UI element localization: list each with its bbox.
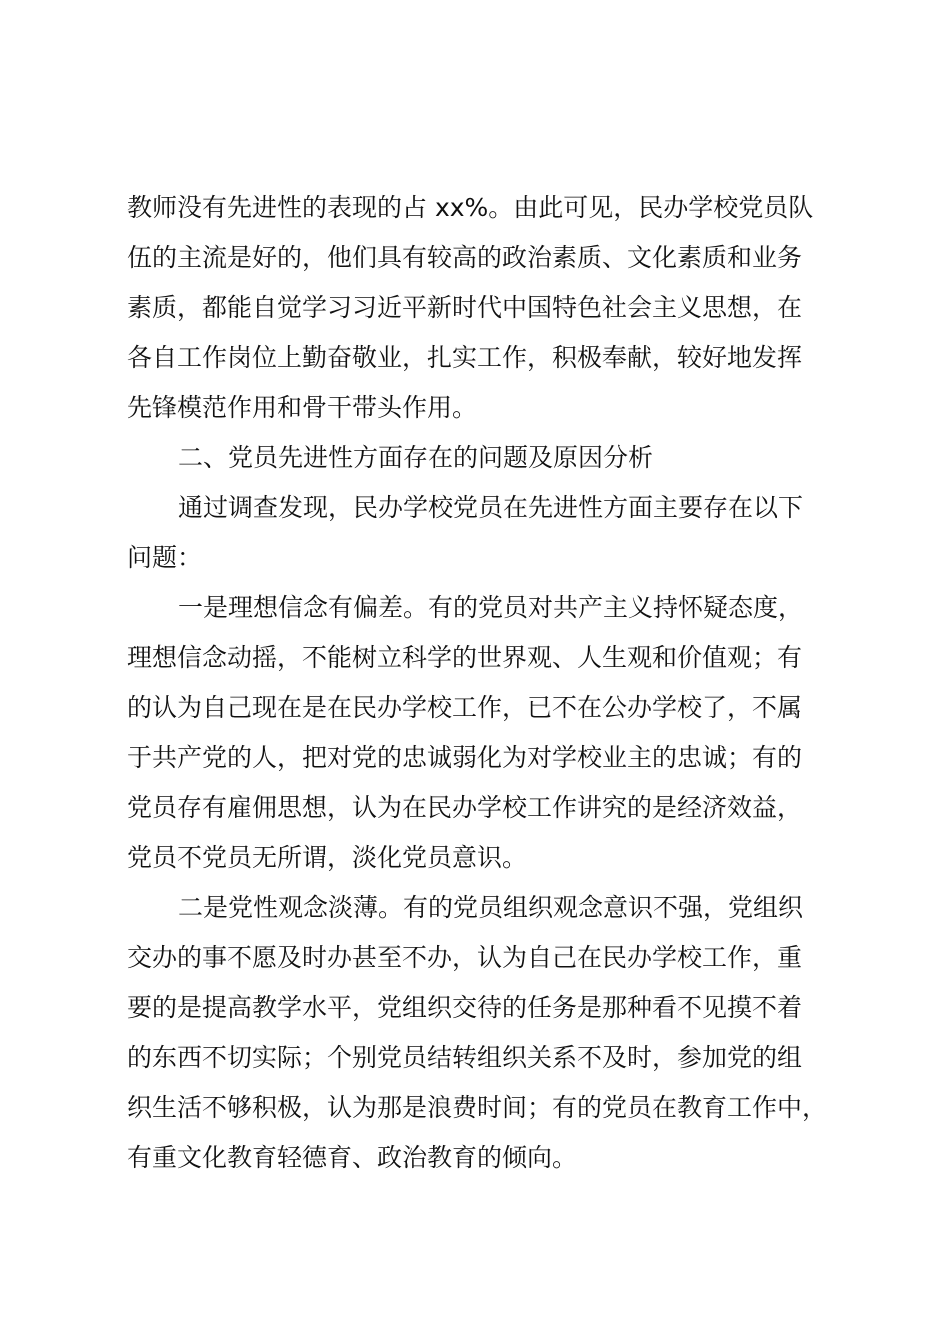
text-line: 的东西不切实际；个别党员结转组织关系不及时，参加党的组 (127, 1043, 803, 1072)
section-heading: 二、党员先进性方面存在的问题及原因分析 (178, 443, 654, 472)
text-line: 教师没有先进性的表现的占 xx%。由此可见，民办学校党员队 (127, 193, 814, 222)
document-body (127, 183, 833, 1183)
text-line: 伍的主流是好的，他们具有较高的政治素质、文化素质和业务 (127, 243, 803, 272)
text-line: 党员存有雇佣思想，认为在民办学校工作讲究的是经济效益， (127, 793, 803, 822)
text-line: 先锋模范作用和骨干带头作用。 (127, 393, 478, 422)
paragraph-first-line: 一是理想信念有偏差。有的党员对共产主义持怀疑态度， (178, 593, 804, 622)
text-line: 的认为自己现在是在民办学校工作，已不在公办学校了，不属 (127, 693, 803, 722)
text-line: 要的是提高教学水平，党组织交待的任务是那种看不见摸不着 (127, 993, 803, 1022)
text-line: 党员不党员无所谓，淡化党员意识。 (127, 843, 528, 872)
text-line: 理想信念动摇，不能树立科学的世界观、人生观和价值观；有 (127, 643, 803, 672)
paragraph-first-line: 通过调查发现，民办学校党员在先进性方面主要存在以下 (178, 493, 804, 522)
text-line: 有重文化教育轻德育、政治教育的倾向。 (127, 1143, 578, 1172)
text-line: 交办的事不愿及时办甚至不办，认为自己在民办学校工作，重 (127, 943, 803, 972)
text-line: 素质，都能自觉学习习近平新时代中国特色社会主义思想，在 (127, 293, 803, 322)
paragraph-first-line: 二是党性观念淡薄。有的党员组织观念意识不强，党组织 (178, 893, 804, 922)
text-line: 织生活不够积极，认为那是浪费时间；有的党员在教育工作中， (127, 1093, 828, 1122)
text-line: 问题： (127, 543, 203, 572)
text-line: 各自工作岗位上勤奋敬业，扎实工作，积极奉献，较好地发挥 (127, 343, 803, 372)
text-line: 于共产党的人，把对党的忠诚弱化为对学校业主的忠诚；有的 (127, 743, 803, 772)
